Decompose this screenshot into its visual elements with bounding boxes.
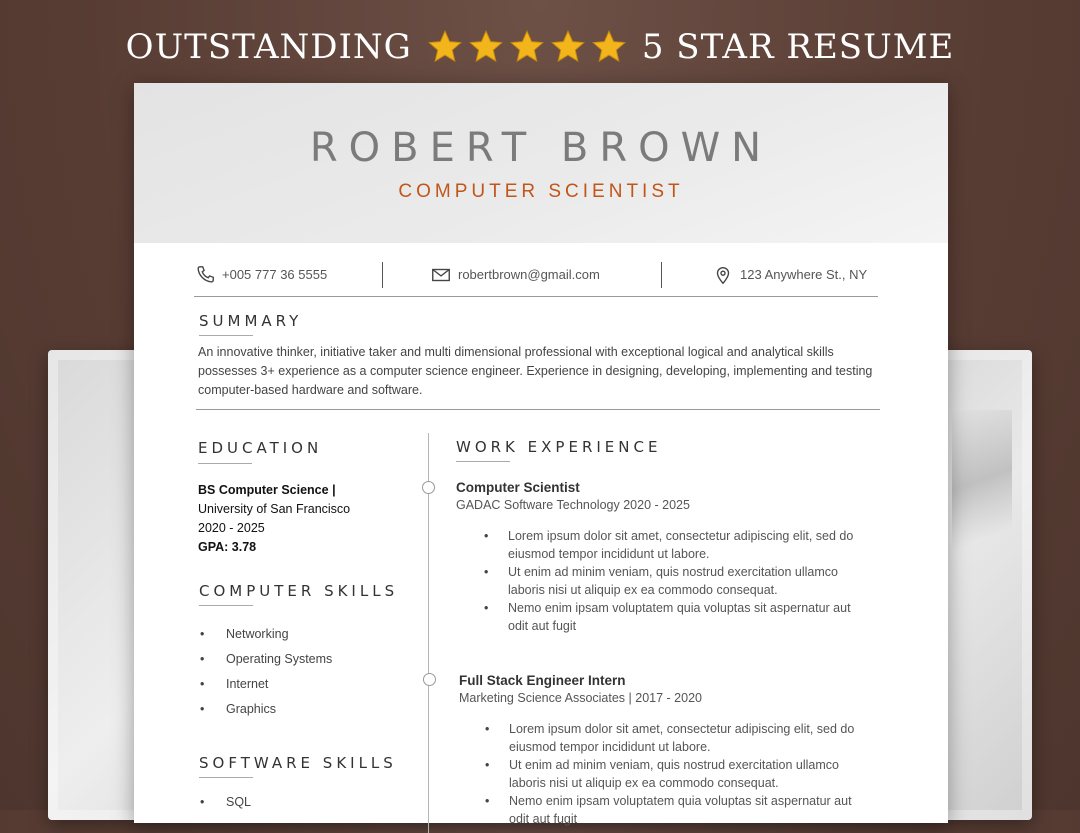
contact-email — [430, 264, 600, 286]
computer-skills-list — [200, 621, 332, 721]
star-rating — [426, 28, 628, 66]
heading-underline — [199, 777, 253, 778]
list-item: • Graphics — [200, 696, 332, 721]
timeline-dot — [422, 481, 435, 494]
contact-bar — [194, 253, 878, 297]
list-item: • Ut enim ad minim veniam, quis nostrud exercitation ullamco laboris nisi ut aliquip ex ea commodo consequat. — [484, 564, 864, 599]
heading-underline — [198, 463, 252, 464]
list-item: • Networking — [200, 621, 332, 646]
banner-left-text: OUTSTANDING — [125, 27, 412, 67]
summary-text: An innovative thinker, initiative taker and multi dimensional professional with exceptional logical and analytical skills possesses 3+ experience as a computer science engineer. Experience in designing, developing, implementing and testing computer-based hardware and software. — [198, 345, 873, 397]
star-icon — [508, 28, 546, 66]
software-skills-heading: SOFTWARE SKILLS — [199, 754, 397, 772]
job-title: Computer Scientist — [456, 480, 580, 495]
list-item: • Internet — [200, 671, 332, 696]
contact-phone — [194, 264, 327, 286]
resume-header — [134, 83, 948, 243]
address-text: 123 Anywhere St., NY — [740, 267, 868, 282]
job-bullets — [485, 721, 865, 829]
email-text: robertbrown@gmail.com — [458, 267, 600, 282]
resume-page — [134, 83, 948, 826]
heading-underline — [199, 335, 253, 336]
computer-skills-heading: COMPUTER SKILLS — [199, 582, 399, 600]
job-company: Marketing Science Associates | 2017 - 2020 — [459, 691, 702, 705]
education-entry — [198, 481, 350, 557]
list-item: • Nemo enim ipsam voluptatem quia voluptas sit aspernatur aut odit aut fugit — [484, 600, 864, 635]
education-years: 2020 - 2025 — [198, 521, 265, 535]
phone-icon — [194, 264, 216, 286]
section-divider — [196, 409, 880, 410]
job-bullets — [484, 528, 864, 636]
work-experience-heading: WORK EXPERIENCE — [456, 438, 662, 456]
heading-underline — [199, 605, 253, 606]
education-heading: EDUCATION — [198, 439, 323, 457]
star-icon — [426, 28, 464, 66]
job-title: Full Stack Engineer Intern — [459, 673, 626, 688]
star-icon — [467, 28, 505, 66]
contact-divider — [382, 262, 383, 288]
education-gpa: GPA: 3.78 — [198, 540, 257, 554]
banner-right-text: 5 STAR RESUME — [641, 27, 955, 67]
phone-text: +005 777 36 5555 — [222, 267, 328, 282]
list-item: • Lorem ipsum dolor sit amet, consectetur adipiscing elit, sed do eiusmod tempor incididunt ut labore. — [484, 528, 864, 563]
list-item: • Ut enim ad minim veniam, quis nostrud exercitation ullamco laboris nisi ut aliquip ex ea commodo consequat. — [485, 757, 865, 792]
candidate-name: ROBERT BROWN — [309, 125, 773, 171]
summary-heading: SUMMARY — [199, 312, 303, 330]
list-item: • SQL — [200, 789, 251, 814]
timeline-dot — [423, 673, 436, 686]
list-item: • Operating Systems — [200, 646, 332, 671]
location-pin-icon — [712, 264, 734, 286]
mail-icon — [430, 264, 452, 286]
education-school: University of San Francisco — [198, 502, 351, 516]
candidate-title: COMPUTER SCIENTIST — [398, 181, 684, 202]
contact-address — [712, 264, 867, 286]
list-item: • Lorem ipsum dolor sit amet, consectetur adipiscing elit, sed do eiusmod tempor incididunt ut labore. — [485, 721, 865, 756]
software-skills-list — [200, 789, 251, 814]
promo-banner — [0, 22, 1080, 72]
star-icon — [590, 28, 628, 66]
star-icon — [549, 28, 587, 66]
heading-underline — [456, 461, 510, 462]
job-company: GADAC Software Technology 2020 - 2025 — [456, 498, 690, 512]
contact-divider — [661, 262, 662, 288]
list-item: • Nemo enim ipsam voluptatem quia voluptas sit aspernatur aut odit aut fugit — [485, 793, 865, 828]
education-degree: BS Computer Science | — [198, 483, 336, 497]
